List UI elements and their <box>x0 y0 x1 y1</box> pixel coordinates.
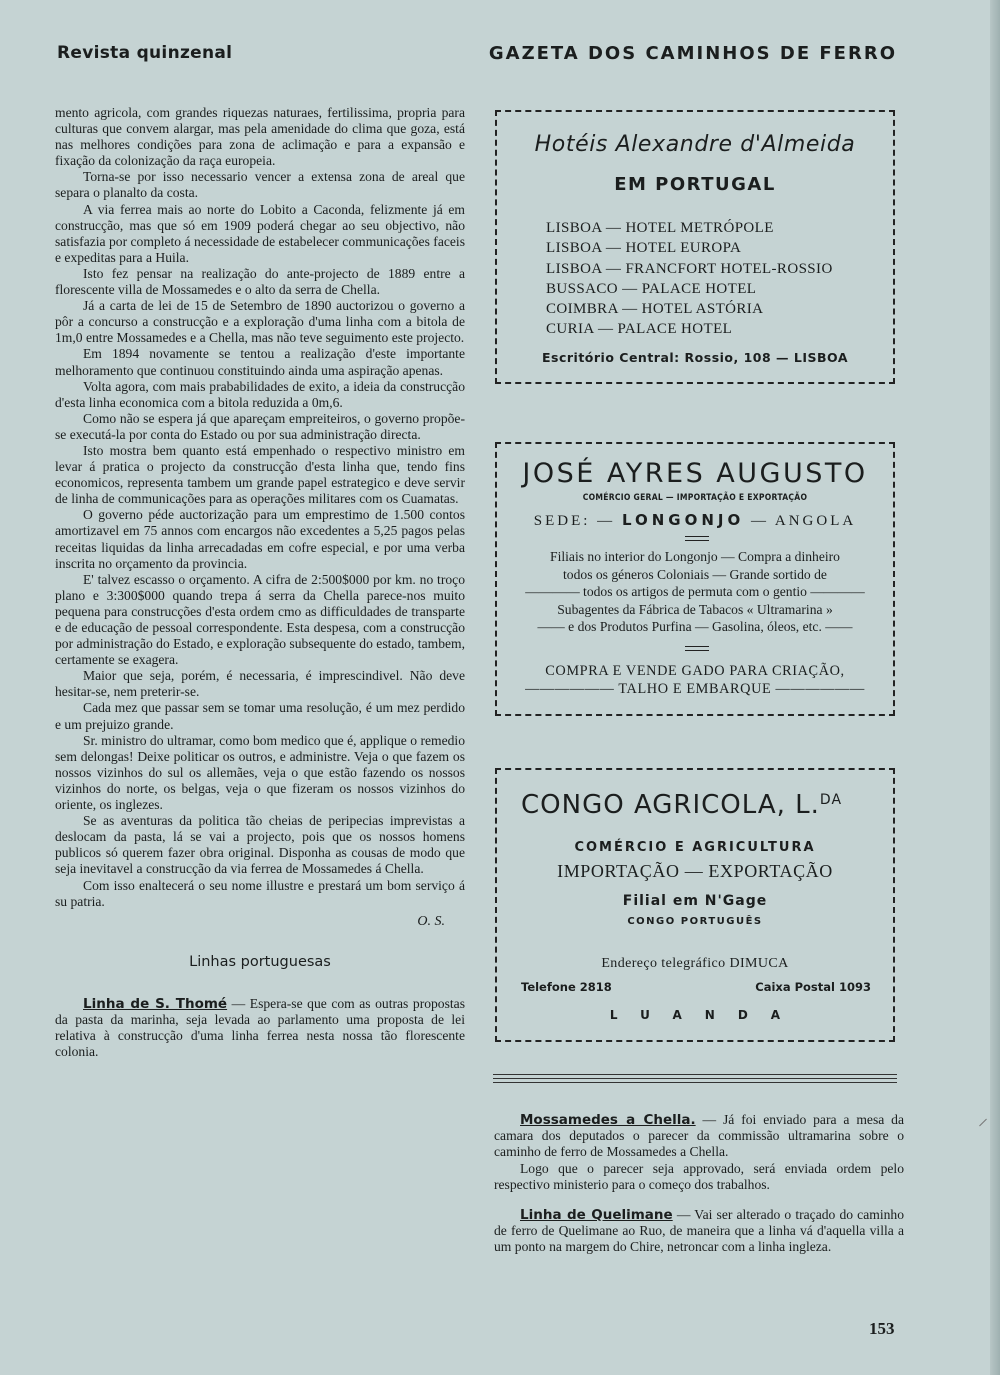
article-paragraph: Volta agora, com mais prababilidades de exito, a ideia da construcção d'esta linha economica com a bitola reduzida a 0m,6. <box>55 378 465 410</box>
ad-ayres-footer-2: —————— TALHO E EMBARQUE —————— <box>525 681 865 697</box>
article-paragraph: Cada mez que passar sem se tomar uma resolução, é um mez perdido e um prejuizo grande. <box>55 700 465 732</box>
ad-ayres-footer-1: COMPRA E VENDE GADO PARA CRIAÇÃO, <box>545 663 845 679</box>
article-paragraph: Com isso enaltecerá o seu nome illustre e prestará um bom serviço á su patria. <box>55 877 465 909</box>
ad-congo-caixa: Caixa Postal 1093 <box>755 980 871 994</box>
ad-ayres-line: Filiais no interior do Longonjo — Compra a dinheiro <box>550 549 840 564</box>
sede-prefix: SEDE: — <box>533 513 616 529</box>
ad-ayres-line: —— e dos Produtos Purfina — Gasolina, óleos, etc. —— <box>537 619 853 634</box>
pen-mark <box>979 1119 987 1127</box>
article-paragraph: Sr. ministro do ultramar, como bom medico que é, applique o remedio sem delongas! Deixe politicar os outros, e administre. Veja o que fazem os nossos vizinhos do sul os allemães, veja o que estão fazendo os nossos vizinhos do norte, os belgas, veja o que fizeram os nossos vizinhos do oriente, os inglezes. <box>55 732 465 813</box>
separator-rule <box>493 1082 897 1083</box>
ad-hoteis <box>495 110 895 384</box>
sede-city: LONGONJO <box>621 511 745 529</box>
ad-hoteis-title: Hotéis Alexandre d'Almeida <box>534 132 856 157</box>
article-paragraph: A via ferrea mais ao norte do Lobito a Caconda, felizmente já em construcção, mas que só em 1909 poderá chegar ao seu objectivo, não satisfazia por completo á necessidade de estabelecer communicações faceis e expeditas para a Huila. <box>55 201 465 265</box>
ad-ayres-sede <box>497 511 893 530</box>
sede-suffix: — ANGOLA <box>750 513 857 529</box>
sthome-heading: Linha de S. Thomé <box>83 995 228 1012</box>
ad-hoteis-footer: Escritório Central: Rossio, 108 — LISBOA <box>541 350 849 365</box>
article-paragraph: Isto fez pensar na realização do ante-projecto de 1889 entre a florescente villa de Mossamedes e o alto da serra de Chella. <box>55 265 465 298</box>
ad-congo <box>495 768 895 1042</box>
chella-paragraph <box>494 1112 904 1161</box>
section-title: Linhas portuguesas <box>189 953 331 970</box>
ad-congo-sub1: COMÉRCIO E AGRICULTURA <box>574 840 816 855</box>
ad-congo-sub2: IMPORTAÇÃO — EXPORTAÇÃO <box>557 861 833 881</box>
page-number: 153 <box>869 1319 895 1338</box>
article-paragraph: Se as aventuras da politica tão cheias de peripecias imprevistas a deslocam da pasta, lá se vai a projecto, pois que os nossos homens publicos só querem fazer obra original. Disponha as cousas de modo que seja inevitavel a construcção da via ferrea de Mossamedes á Chella. <box>55 813 465 877</box>
article-paragraph: O governo péde auctorização para um emprestimo de 1.500 contos amortizavel em 75 annos com encargos não excedentes a 5,25 pagos pelas receitas liquidas da linha arrecadadas em cofre especial, e por uma verba inscrita no orçamento da provincia. <box>55 507 465 571</box>
ad-ayres-footer <box>497 662 893 698</box>
article-paragraph: Como não se espera já que apareçam empreiteiros, o governo propõe-se executá-la por conta do Estado ou por sua administração directa. <box>55 410 465 442</box>
quelimane-heading: Linha de Quelimane <box>520 1207 673 1224</box>
header-left: Revista quinzenal <box>57 43 233 63</box>
hotel-item: LISBOA — FRANCFORT HOTEL-ROSSIO <box>546 260 833 277</box>
ad-congo-title-text: CONGO AGRICOLA, L. <box>521 790 820 820</box>
ad-ayres-rule <box>685 646 709 651</box>
notes-column <box>494 1112 904 1256</box>
hotel-item: COIMBRA — HOTEL ASTÓRIA <box>546 301 764 318</box>
ad-ayres-tagline: COMÉRCIO GERAL — IMPORTAÇÃO E EXPORTAÇÃO <box>582 493 808 503</box>
ad-congo-title-sup: DA <box>819 792 843 808</box>
ad-congo-endereco: Endereço telegráfico DIMUCA <box>601 956 789 971</box>
ad-ayres-rule <box>685 536 709 541</box>
article-paragraph: Em 1894 novamente se tentou a realização d'este importante melhoramento que continuou constituindo ainda uma aspiração apenas. <box>55 346 465 378</box>
ad-ayres <box>495 442 895 716</box>
hotel-item: LISBOA — HOTEL METRÓPOLE <box>546 220 774 236</box>
ad-hoteis-subtitle: EM PORTUGAL <box>614 174 776 195</box>
article-column <box>55 105 465 1060</box>
ad-ayres-line: Subagentes da Fábrica de Tabacos « Ultramarina » <box>557 601 833 617</box>
quelimane-text: — Vai ser alterado o traçado do caminho de ferro de Quelimane ao Ruo, de maneira que a linha vá d'aquella villa a um ponto na margem do Chire, netroncar com a linha ingleza. <box>494 1207 904 1255</box>
ad-ayres-line: todos os géneros Coloniais — Grande sortido de <box>563 566 827 582</box>
separator-rule <box>493 1078 897 1079</box>
ad-ayres-line: ———— todos os artigos de permuta com o gentio ———— <box>525 584 865 599</box>
ad-congo-title <box>521 790 893 820</box>
ad-congo-filial: Filial em N'Gage <box>622 893 768 909</box>
article-paragraph: E' talvez escasso o orçamento. A cifra de 2:500$000 por km. no troço plano e 3:300$000 quando trepa á serra da Chella parece-nos muito pequena para construcções d'esta ordem cmo as difficuldades de transparte e de educação de pessoal correspondente. Esta despesa, com a construcção por administração do Estado, e exploração subsequente do estado, tambem, certamente se exagera. <box>55 571 465 668</box>
ad-ayres-body <box>497 548 893 636</box>
article-paragraph: Já a carta de lei de 15 de Setembro de 1890 auctorizou o governo a pôr a concurso a construcção e a exploração d'uma linha com a bitola de 1m,0 entre Mossamedes e a Chella, mas não teve seguimento este projecto. <box>55 298 465 346</box>
sthome-paragraph <box>55 996 465 1060</box>
quelimane-paragraph <box>494 1207 904 1256</box>
article-signature: O. S. <box>417 913 445 929</box>
ad-congo-country: CONGO PORTUGUÊS <box>627 916 763 927</box>
article-paragraph: Torna-se por isso necessario vencer a extensa zona de areal que separa o planalto da costa. <box>55 169 465 201</box>
chella-heading: Mossamedes a Chella. <box>520 1112 696 1128</box>
hotel-item: LISBOA — HOTEL EUROPA <box>546 240 742 257</box>
separator-rule <box>493 1074 897 1075</box>
chella-text: — Já foi enviado para a mesa da camara dos deputados o parecer da commissão ultramarina sobre o caminho de ferro de Mossamedes a Chella. <box>494 1112 904 1160</box>
ad-hoteis-list <box>546 218 893 340</box>
sthome-text: — Espera-se que com as outras propostas da pasta da marinha, seja levada ao parlamento uma proposta de lei relativa à construcção d'uma linha ferrea nesta nossa tão florescente colonia. <box>55 995 465 1060</box>
ad-congo-city: LUANDA <box>609 1008 804 1022</box>
article-paragraph: Maior que seja, porém, é necessaria, é imprescindivel. Não deve hesitar-se, nem preterir-se. <box>55 668 465 700</box>
article-paragraph: Isto mostra bem quanto está empenhado o respectivo ministro em levar á pratica o projecto da construcção d'esta linha que, tendo fins economicos, representa tambem um grande papel estrategico e deve servir de linha de communicações para as operações militares com os Cuamatas. <box>55 442 465 507</box>
ad-congo-telefone: Telefone 2818 <box>521 980 612 994</box>
hotel-item: BUSSACO — PALACE HOTEL <box>546 280 757 297</box>
article-paragraph: mento agricola, com grandes riquezas naturaes, fertilissima, propria para culturas que convem alargar, mas pela amenidade do clima que goza, está nas melhores condições para zona de aclimação e para a expansão e fixação da colonização da raça europeia. <box>55 105 465 169</box>
hotel-item: CURIA — PALACE HOTEL <box>546 321 733 338</box>
chella-paragraph-2: Logo que o parecer seja approvado, será enviada ordem pelo respectivo ministerio para o começo dos trabalhos. <box>494 1160 904 1192</box>
header-right: GAZETA DOS CAMINHOS DE FERRO <box>488 43 897 64</box>
ad-ayres-title: JOSÉ AYRES AUGUSTO <box>522 458 868 489</box>
page-spine <box>990 0 1000 1375</box>
